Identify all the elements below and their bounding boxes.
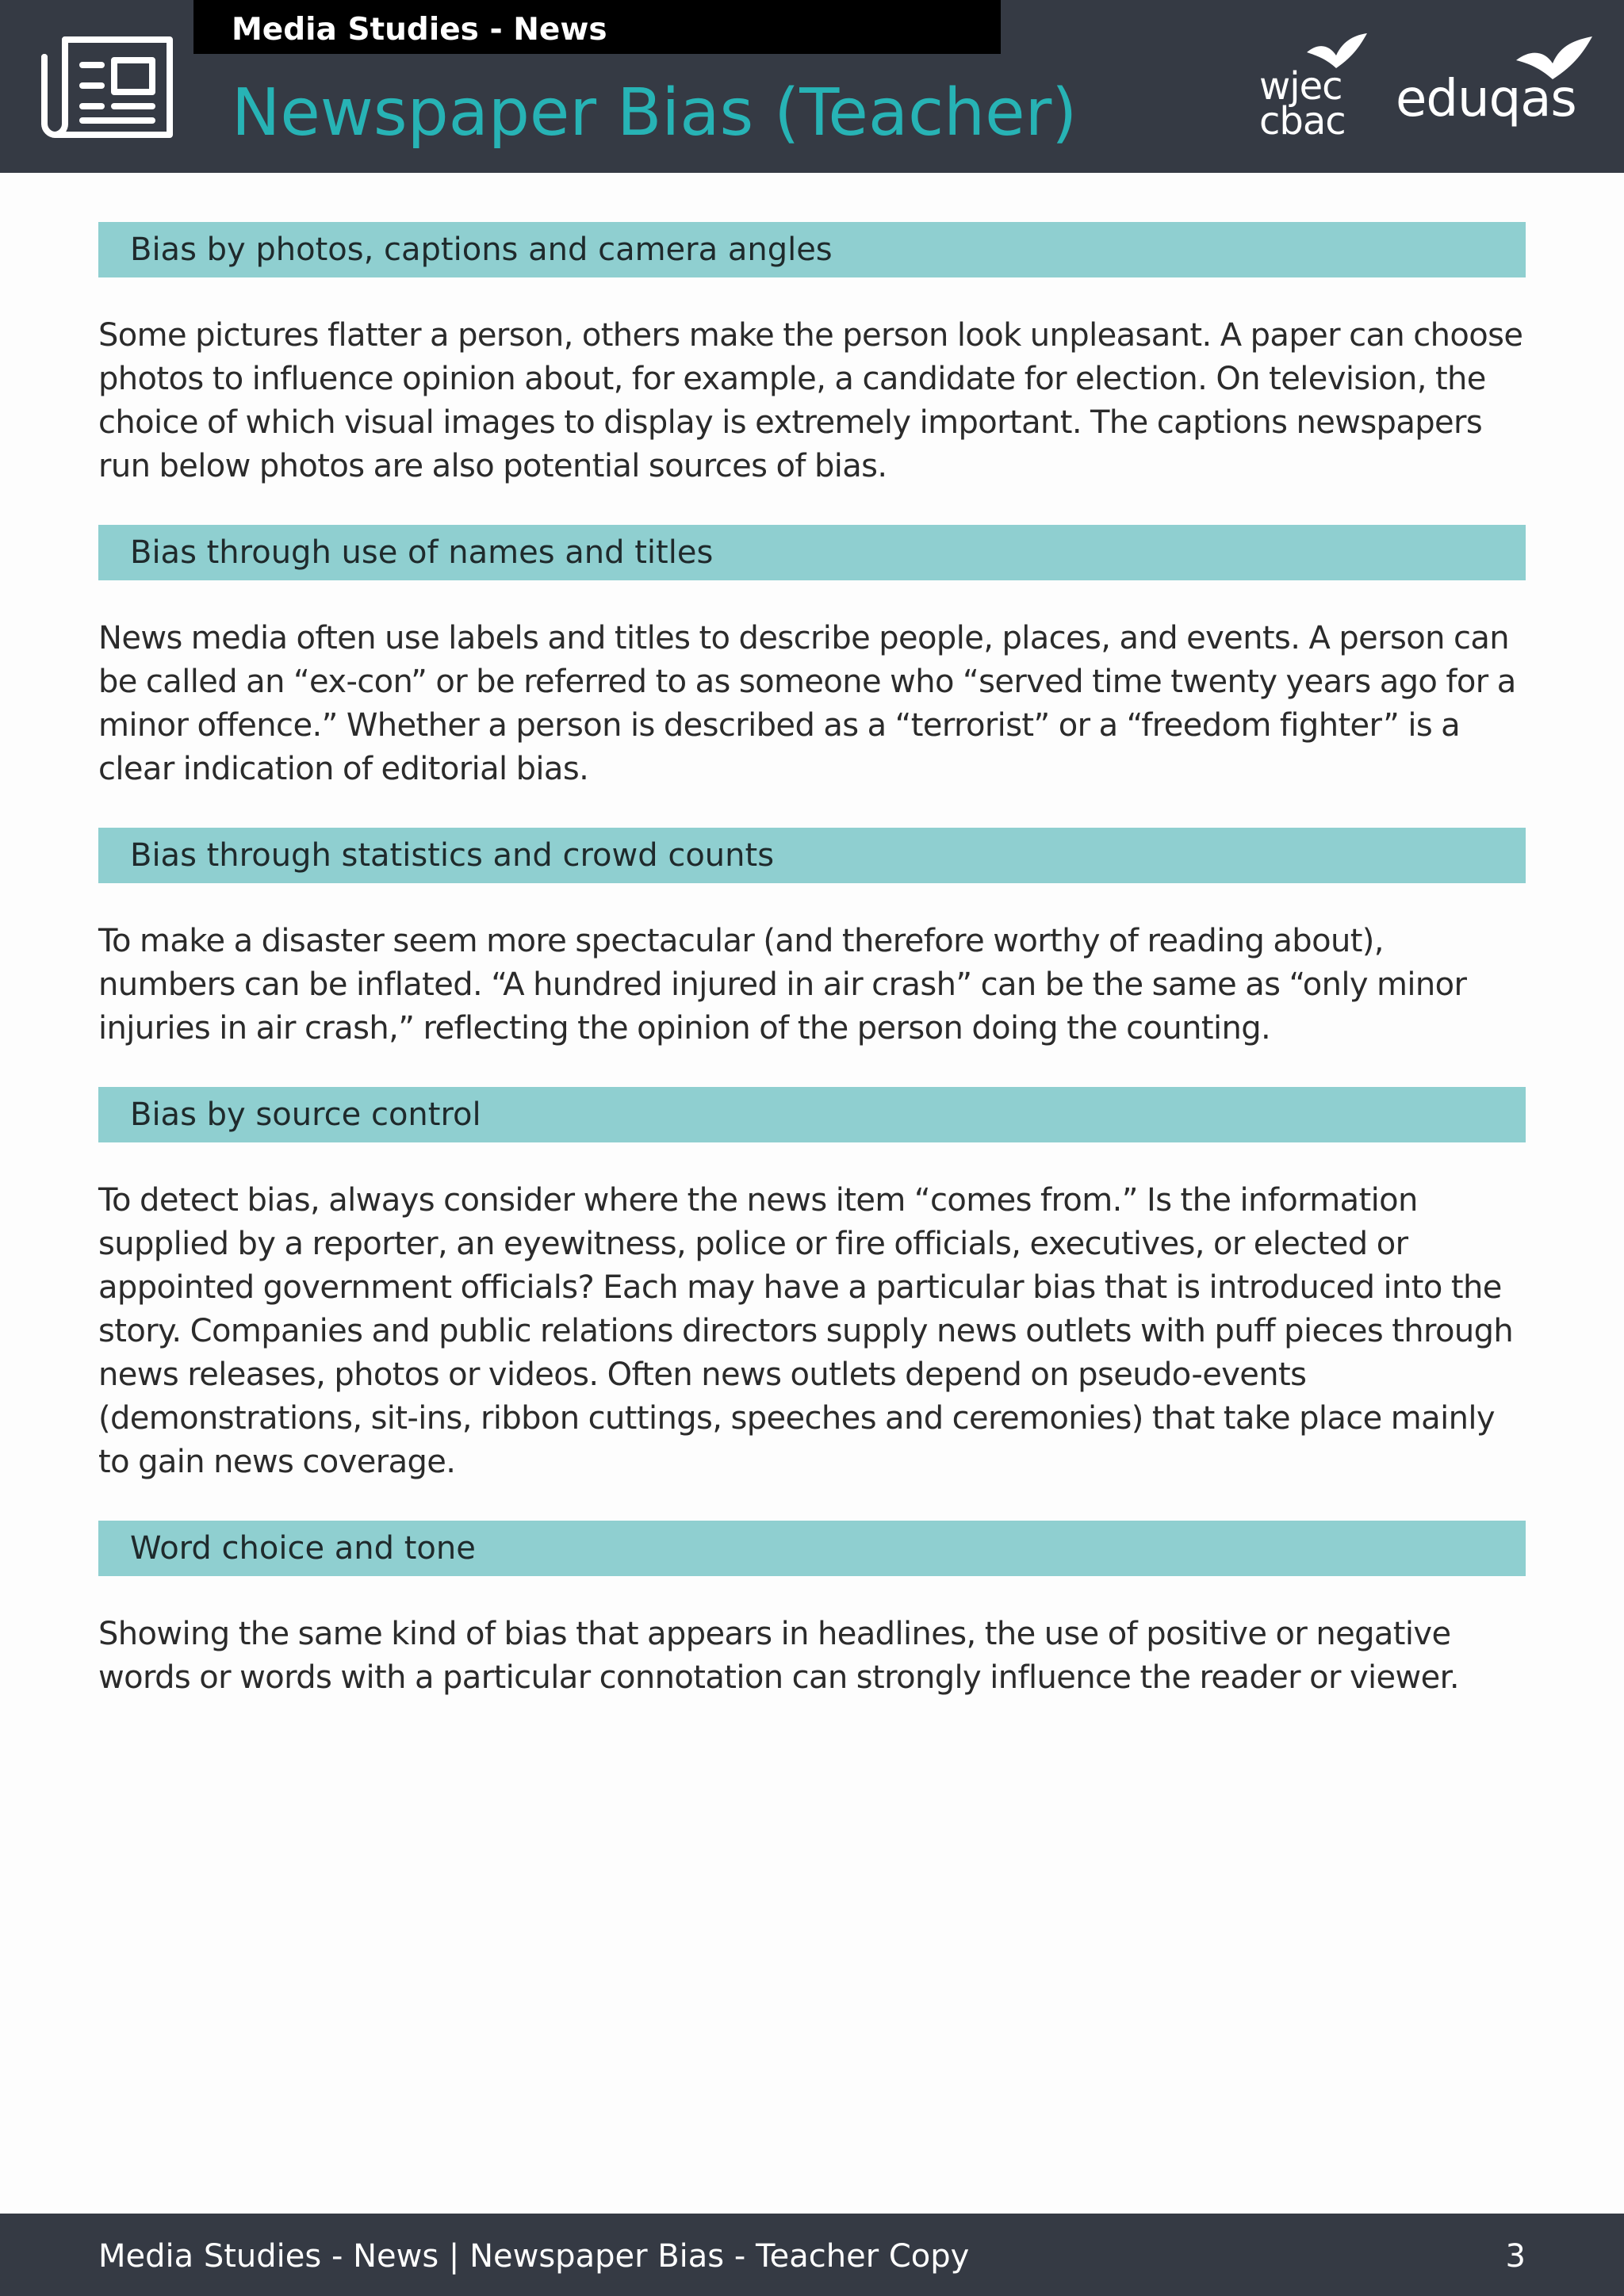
logo-cbac-text: cbac bbox=[1259, 99, 1346, 144]
newspaper-icon bbox=[36, 33, 176, 141]
subject-label: Media Studies - News bbox=[232, 12, 607, 48]
section-heading: Bias through use of names and titles bbox=[98, 525, 1526, 580]
logo-eduqas-text: eduqas bbox=[1396, 70, 1576, 128]
section-heading: Word choice and tone bbox=[98, 1521, 1526, 1576]
page-footer bbox=[0, 2214, 1624, 2296]
section-body: News media often use labels and titles to describe people, places, and events. A person can be called an “ex-con” or be referred to as someone who “served time twenty years ago for a minor offence.” Whether a person is described as a “terrorist” or a “freedom fighter” is a clear indication of editorial bias. bbox=[98, 620, 1516, 787]
page-number: 3 bbox=[1505, 2238, 1526, 2275]
section-heading: Bias by source control bbox=[98, 1087, 1526, 1142]
eduqas-logo bbox=[1392, 32, 1599, 143]
footer-text: Media Studies - News | Newspaper Bias - Teacher Copy bbox=[98, 2238, 970, 2275]
page-header bbox=[0, 0, 1624, 173]
section-heading: Bias through statistics and crowd counts bbox=[98, 828, 1526, 883]
section-body: Showing the same kind of bias that appears in headlines, the use of positive or negative words or words with a particular connotation can strongly influence the reader or viewer. bbox=[98, 1616, 1459, 1696]
wjec-cbac-logo bbox=[1254, 32, 1373, 143]
page-title: Newspaper Bias (Teacher) bbox=[232, 75, 1078, 151]
section-body: To detect bias, always consider where the news item “comes from.” Is the information supplied by a reporter, an eyewitness, police or fire officials, executives, or elected or appointed government officials? Each may have a particular bias that is introduced into the story. Companies and public relations directors supply news outlets with puff pieces through news releases, photos or videos. Often news outlets depend on pseudo-events (demonstrations, sit-ins, ribbon cuttings, speeches and ceremonies) that take place mainly to gain news coverage. bbox=[98, 1182, 1514, 1480]
section-body: To make a disaster seem more spectacular (and therefore worthy of reading about), numbers can be inflated. “A hundred injured in air crash” can be the same as “only minor injuries in air crash,” reflecting the opinion of the person doing the counting. bbox=[98, 923, 1467, 1047]
section-heading: Bias by photos, captions and camera angles bbox=[98, 222, 1526, 277]
logo-wjec-text: wjec bbox=[1259, 64, 1342, 109]
section-body: Some pictures flatter a person, others make the person look unpleasant. A paper can choose photos to influence opinion about, for example, a candidate for election. On television, the choice of which visual images to display is extremely important. The captions newspapers run below photos are also potential sources of bias. bbox=[98, 317, 1523, 484]
main-content bbox=[98, 222, 1526, 1736]
